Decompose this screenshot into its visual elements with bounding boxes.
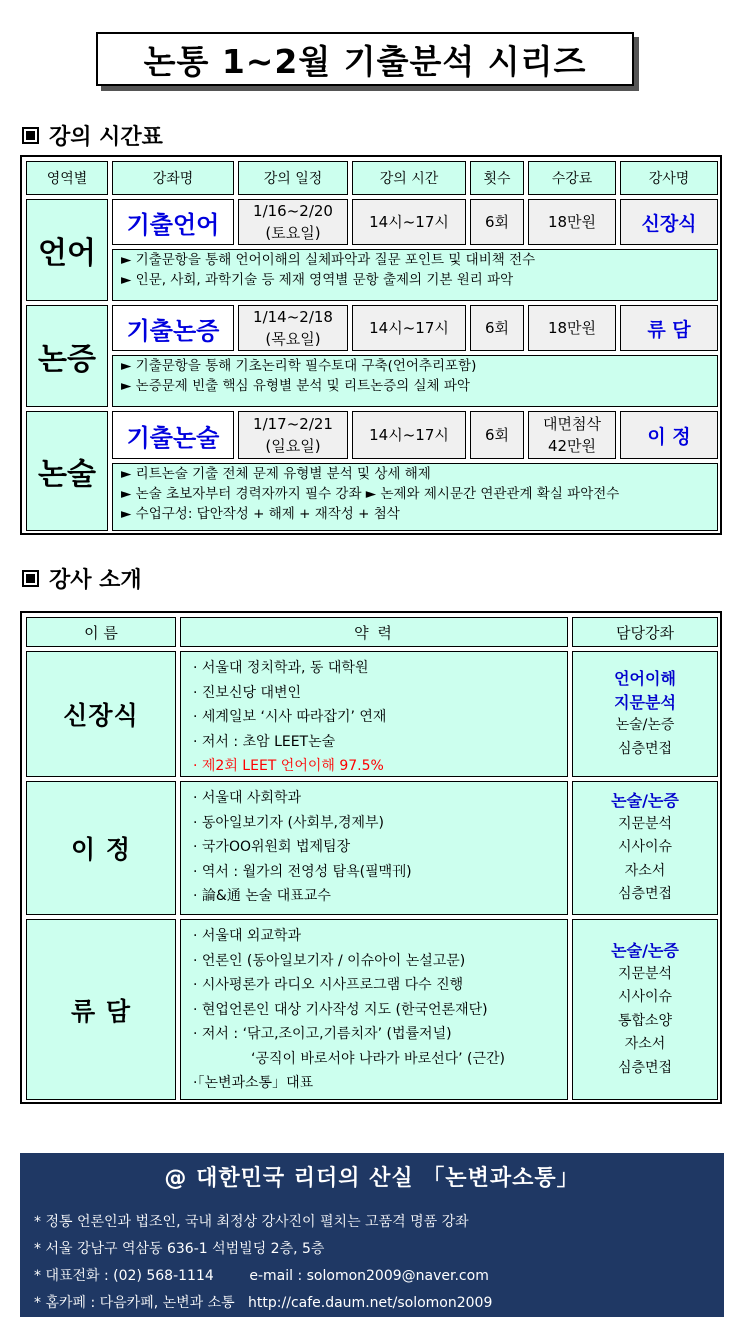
header-area: 영역별: [26, 161, 108, 195]
date-day: (일요일): [265, 437, 321, 455]
date-argument: [238, 305, 348, 351]
desc-line: ► 수업구성: 답안작성 + 해제 + 재작성 + 첨삭: [121, 506, 400, 522]
fee-essay: [528, 411, 616, 459]
instructor-name: 이 정: [26, 781, 176, 915]
career-line: · 국가OO위원회 법제팀장: [193, 839, 351, 855]
instructor-name: 신장식: [26, 651, 176, 777]
instructors-table: [20, 611, 722, 1104]
career-line: ‘공직이 바로서야 나라가 바로선다’ (근간): [251, 1050, 506, 1067]
instructor-career: [180, 919, 568, 1100]
career-line: · 저서 : ‘닦고,조이고,기름치자’ (법률저널): [193, 1026, 452, 1042]
date-range: 1/16~2/20: [253, 202, 333, 220]
square-bullet-icon: [22, 570, 39, 587]
page-title: 논통 1~2월 기출분석 시리즈: [96, 32, 634, 86]
header-fee: 수강료: [528, 161, 616, 195]
course-essay: 기출논술: [112, 411, 234, 459]
career-line: · 저서 : 초암 LEET논술: [193, 733, 336, 750]
date-day: (목요일): [265, 330, 321, 348]
subject: 심층면접: [617, 1059, 673, 1076]
career-line: · 시사평론가 라디오 시사프로그램 다수 진행: [193, 977, 464, 993]
header-date: 강의 일정: [238, 161, 348, 195]
footer-title: @ 대한민국 리더의 산실 「논변과소통」: [164, 1166, 580, 1191]
subject: 자소서: [624, 862, 666, 879]
count-language: 6회: [470, 199, 524, 245]
footer-line: * 정통 언론인과 법조인, 국내 최정상 강사진이 펼치는 고품격 명품 강좌: [34, 1214, 469, 1230]
time-essay: 14시~17시: [352, 411, 466, 459]
square-bullet-icon: [22, 127, 39, 144]
date-essay: [238, 411, 348, 459]
instructor-name: 류 담: [26, 919, 176, 1100]
footer-line: * 서울 강남구 역삼동 636-1 석범빌딩 2층, 5층: [34, 1241, 325, 1257]
career-line: · 서울대 정치학과, 동 대학원: [193, 660, 369, 676]
subject: 자소서: [624, 1036, 666, 1052]
subject: 논술/논증: [615, 717, 675, 733]
header-name: 이 름: [26, 617, 176, 647]
header-career: 약 력: [180, 617, 568, 647]
instructors-heading: [22, 563, 142, 594]
career-line: ·「논변과소통」대표: [193, 1075, 314, 1091]
schedule-heading: [22, 120, 163, 151]
subject: 통합소양: [617, 1012, 673, 1029]
header-course: 강좌명: [112, 161, 234, 195]
desc-line: ► 논증문제 빈출 핵심 유형별 분석 및 리트논증의 실체 파악: [121, 378, 470, 394]
footer-banner: [20, 1153, 724, 1317]
area-essay: 논술: [26, 411, 108, 531]
course-language: 기출언어: [112, 199, 234, 245]
date-range: 1/14~2/18: [253, 308, 333, 326]
course-argument: 기출논증: [112, 305, 234, 351]
fee-amount: 42만원: [547, 437, 597, 455]
time-language: 14시~17시: [352, 199, 466, 245]
desc-line: ► 기출문항을 통해 언어이해의 실체파악과 질문 포인트 및 대비책 전수: [121, 252, 536, 268]
header-teacher: 강사명: [620, 161, 718, 195]
subject: 시사이슈: [617, 839, 673, 856]
header-count: 횟수: [470, 161, 524, 195]
career-line: · 서울대 외교학과: [193, 928, 302, 944]
desc-argument: [112, 355, 718, 407]
fee-language: 18만원: [528, 199, 616, 245]
area-argument: 논증: [26, 305, 108, 407]
subject: 시사이슈: [617, 989, 673, 1005]
desc-line: ► 리트논술 기출 전체 문제 유형별 분석 및 상세 해제: [121, 466, 431, 482]
count-argument: 6회: [470, 305, 524, 351]
subject-main: 논술/논증: [611, 941, 679, 960]
schedule-heading-text: 강의 시간표: [49, 125, 163, 150]
desc-line: ► 인문, 사회, 과학기술 등 제재 영역별 문항 출제의 기본 원리 파악: [121, 272, 514, 288]
fee-label: 대면첨삭: [543, 415, 601, 433]
date-range: 1/17~2/21: [253, 415, 333, 433]
career-line: · 서울대 사회학과: [193, 790, 302, 806]
subject-main: 언어이해: [614, 669, 676, 688]
fee-argument: 18만원: [528, 305, 616, 351]
instructor-career: [180, 651, 568, 777]
header-time: 강의 시간: [352, 161, 466, 195]
subject-main: 지문분석: [614, 692, 676, 712]
footer-line: * 대표전화 : (02) 568-1114 e-mail : solomon2009@naver.com: [34, 1268, 489, 1284]
date-day: (토요일): [265, 224, 321, 242]
subject-main: 논술/논증: [611, 791, 679, 811]
career-line: · 진보신당 대변인: [193, 684, 302, 701]
desc-line: ► 기출문항을 통해 기초논리학 필수토대 구축(언어추리포함): [121, 358, 477, 374]
header-subjects: 담당강좌: [572, 617, 718, 647]
desc-essay: [112, 463, 718, 531]
footer-line: * 홈카페 : 다음카페, 논변과 소통 http://cafe.daum.net/solomon2009: [34, 1295, 493, 1311]
career-line: · 언론인 (동아일보기자 / 이슈아이 논설고문): [193, 952, 466, 969]
count-essay: 6회: [470, 411, 524, 459]
teacher-argument: 류 담: [620, 305, 718, 351]
career-line: · 동아일보기자 (사회부,경제부): [193, 814, 385, 831]
instructor-subjects: [572, 651, 718, 777]
schedule-table: [20, 155, 722, 535]
career-line: · 세계일보 ‘시사 따라잡기’ 연재: [193, 709, 387, 725]
instructor-career: [180, 781, 568, 915]
instructor-subjects: [572, 919, 718, 1100]
subject: 지문분석: [617, 965, 673, 982]
date-language: [238, 199, 348, 245]
teacher-language: 신장식: [620, 199, 718, 245]
career-line: · 현업언론인 대상 기사작성 지도 (한국언론재단): [193, 1001, 488, 1018]
career-line-highlight: · 제2회 LEET 언어이해 97.5%: [193, 758, 384, 774]
subject: 심층면접: [617, 886, 673, 903]
subject: 지문분석: [617, 815, 673, 832]
desc-language: [112, 249, 718, 301]
career-line: · 論&通 논술 대표교수: [193, 888, 331, 904]
subject: 심층면접: [617, 740, 673, 757]
teacher-essay: 이 정: [620, 411, 718, 459]
time-argument: 14시~17시: [352, 305, 466, 351]
area-language: 언어: [26, 199, 108, 301]
desc-line: ► 논술 초보자부터 경력자까지 필수 강좌 ► 논제와 제시문간 연관관계 확실 파악전수: [121, 486, 620, 502]
instructor-subjects: [572, 781, 718, 915]
instructors-heading-text: 강사 소개: [49, 568, 142, 593]
career-line: · 역서 : 월가의 전영성 탐욕(필맥刊): [193, 863, 412, 880]
